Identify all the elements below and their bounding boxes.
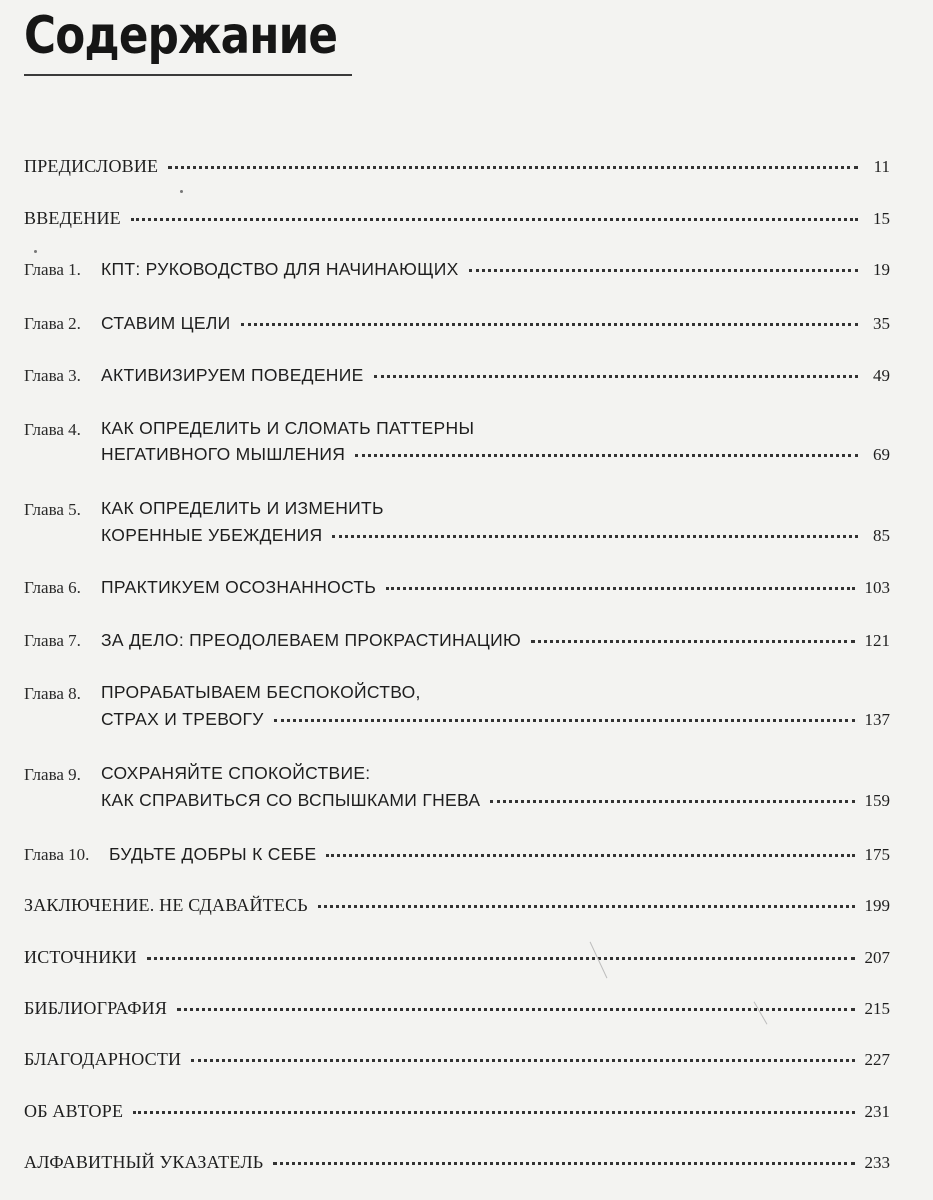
toc-entry-chapter-6[interactable] bbox=[24, 577, 890, 598]
chapter-label: Глава 9. bbox=[24, 765, 81, 784]
dot-leader bbox=[168, 166, 858, 169]
dot-leader bbox=[241, 323, 858, 326]
toc-entry-title: ИСТОЧНИКИ bbox=[24, 947, 137, 967]
dot-leader bbox=[374, 375, 858, 378]
toc-entry-title: БЛАГОДАРНОСТИ bbox=[24, 1049, 182, 1069]
chapter-label: Глава 7. bbox=[24, 631, 81, 650]
toc-entry-title-line2: КОРЕННЫЕ УБЕЖДЕНИЯ bbox=[101, 525, 323, 545]
toc-entry-title: БУДЬТЕ ДОБРЫ К СЕБЕ bbox=[109, 844, 317, 864]
toc-entry-title: БИБЛИОГРАФИЯ bbox=[24, 998, 168, 1018]
toc-entry-page: 85 bbox=[873, 526, 890, 545]
dot-leader bbox=[531, 640, 855, 643]
toc-entry-title: АКТИВИЗИРУЕМ ПОВЕДЕНИЕ bbox=[101, 365, 364, 385]
toc-entry-chapter-1[interactable] bbox=[24, 259, 890, 280]
toc-entry-page: 11 bbox=[873, 157, 890, 176]
toc-entry-sources[interactable] bbox=[24, 947, 890, 968]
chapter-label: Глава 3. bbox=[24, 366, 81, 385]
toc-entry-title-line1: КАК ОПРЕДЕЛИТЬ И СЛОМАТЬ ПАТТЕРНЫ bbox=[101, 418, 475, 438]
toc-entry-title: ПРАКТИКУЕМ ОСОЗНАННОСТЬ bbox=[101, 577, 377, 597]
dot-leader bbox=[133, 1111, 854, 1114]
toc-entry-page: 137 bbox=[864, 710, 890, 729]
chapter-label: Глава 4. bbox=[24, 420, 81, 439]
toc-entry-title: ЗА ДЕЛО: ПРЕОДОЛЕВАЕМ ПРОКРАСТИНАЦИЮ bbox=[101, 630, 521, 650]
toc-entry-title: ВВЕДЕНИЕ bbox=[24, 208, 121, 228]
toc-entry-chapter-8[interactable] bbox=[101, 709, 890, 730]
dot-leader bbox=[273, 1162, 854, 1165]
toc-entry-title: ЗАКЛЮЧЕНИЕ. НЕ СДАВАЙТЕСЬ bbox=[24, 895, 308, 915]
dot-leader bbox=[147, 957, 855, 960]
paper-speck bbox=[180, 190, 183, 193]
page-title: Содержание bbox=[24, 6, 338, 66]
toc-entry-acknowledgements[interactable] bbox=[24, 1049, 890, 1070]
toc-entry-chapter-7[interactable] bbox=[24, 630, 890, 651]
toc-entry-page: 19 bbox=[873, 260, 890, 279]
dot-leader bbox=[332, 535, 858, 538]
toc-entry-title: КПТ: РУКОВОДСТВО ДЛЯ НАЧИНАЮЩИХ bbox=[101, 259, 459, 279]
chapter-label: Глава 2. bbox=[24, 314, 81, 333]
paper-speck bbox=[34, 250, 37, 253]
dot-leader bbox=[318, 905, 855, 908]
dot-leader bbox=[490, 800, 854, 803]
toc-entry-page: 35 bbox=[873, 314, 890, 333]
toc-entry-title: ПРЕДИСЛОВИЕ bbox=[24, 156, 159, 176]
dot-leader bbox=[355, 454, 858, 457]
toc-entry-page: 199 bbox=[864, 896, 890, 915]
toc-entry-index[interactable] bbox=[24, 1152, 890, 1173]
toc-entry-preface[interactable] bbox=[24, 156, 890, 177]
toc-entry-title-line1: КАК ОПРЕДЕЛИТЬ И ИЗМЕНИТЬ bbox=[101, 498, 384, 518]
toc-entry-chapter-4[interactable] bbox=[101, 444, 890, 465]
chapter-label: Глава 10. bbox=[24, 845, 90, 864]
toc-entry-chapter-10[interactable] bbox=[24, 844, 890, 865]
toc-entry-conclusion[interactable] bbox=[24, 895, 890, 916]
toc-entry-page: 207 bbox=[864, 948, 890, 967]
toc-entry-title: АЛФАВИТНЫЙ УКАЗАТЕЛЬ bbox=[24, 1152, 264, 1172]
chapter-label: Глава 6. bbox=[24, 578, 81, 597]
toc-entry-page: 227 bbox=[864, 1050, 890, 1069]
toc-entry-title-line2: СТРАХ И ТРЕВОГУ bbox=[101, 709, 264, 729]
toc-entry-chapter-5[interactable] bbox=[101, 525, 890, 546]
toc-entry-page: 121 bbox=[864, 631, 890, 650]
toc-entry-page: 103 bbox=[864, 578, 890, 597]
toc-entry-title: СТАВИМ ЦЕЛИ bbox=[101, 313, 231, 333]
toc-entry-page: 231 bbox=[864, 1102, 890, 1121]
toc-entry-bibliography[interactable] bbox=[24, 998, 890, 1019]
dot-leader bbox=[326, 854, 854, 857]
toc-entry-introduction[interactable] bbox=[24, 208, 890, 229]
toc-entry-page: 49 bbox=[873, 366, 890, 385]
dot-leader bbox=[469, 269, 858, 272]
chapter-label: Глава 8. bbox=[24, 684, 81, 703]
title-underline bbox=[24, 74, 352, 76]
toc-entry-title: ОБ АВТОРЕ bbox=[24, 1101, 124, 1121]
dot-leader bbox=[386, 587, 854, 590]
toc-entry-page: 69 bbox=[873, 445, 890, 464]
chapter-label: Глава 1. bbox=[24, 260, 81, 279]
dot-leader bbox=[191, 1059, 854, 1062]
toc-entry-about-author[interactable] bbox=[24, 1101, 890, 1122]
dot-leader bbox=[131, 218, 858, 221]
toc-entry-page: 175 bbox=[864, 845, 890, 864]
toc-entry-title-line2: КАК СПРАВИТЬСЯ СО ВСПЫШКАМИ ГНЕВА bbox=[101, 790, 481, 810]
chapter-label: Глава 5. bbox=[24, 500, 81, 519]
toc-entry-chapter-3[interactable] bbox=[24, 365, 890, 386]
toc-entry-page: 159 bbox=[864, 791, 890, 810]
toc-entry-page: 215 bbox=[864, 999, 890, 1018]
toc-entry-chapter-2[interactable] bbox=[24, 313, 890, 334]
dot-leader bbox=[274, 719, 855, 722]
toc-entry-title-line2: НЕГАТИВНОГО МЫШЛЕНИЯ bbox=[101, 444, 346, 464]
toc-entry-chapter-9[interactable] bbox=[101, 790, 890, 811]
toc-entry-title-line1: СОХРАНЯЙТЕ СПОКОЙСТВИЕ: bbox=[101, 763, 371, 783]
toc-entry-title-line1: ПРОРАБАТЫВАЕМ БЕСПОКОЙСТВО, bbox=[101, 682, 421, 702]
toc-entry-page: 233 bbox=[864, 1153, 890, 1172]
dot-leader bbox=[177, 1008, 854, 1011]
toc-entry-page: 15 bbox=[873, 209, 890, 228]
